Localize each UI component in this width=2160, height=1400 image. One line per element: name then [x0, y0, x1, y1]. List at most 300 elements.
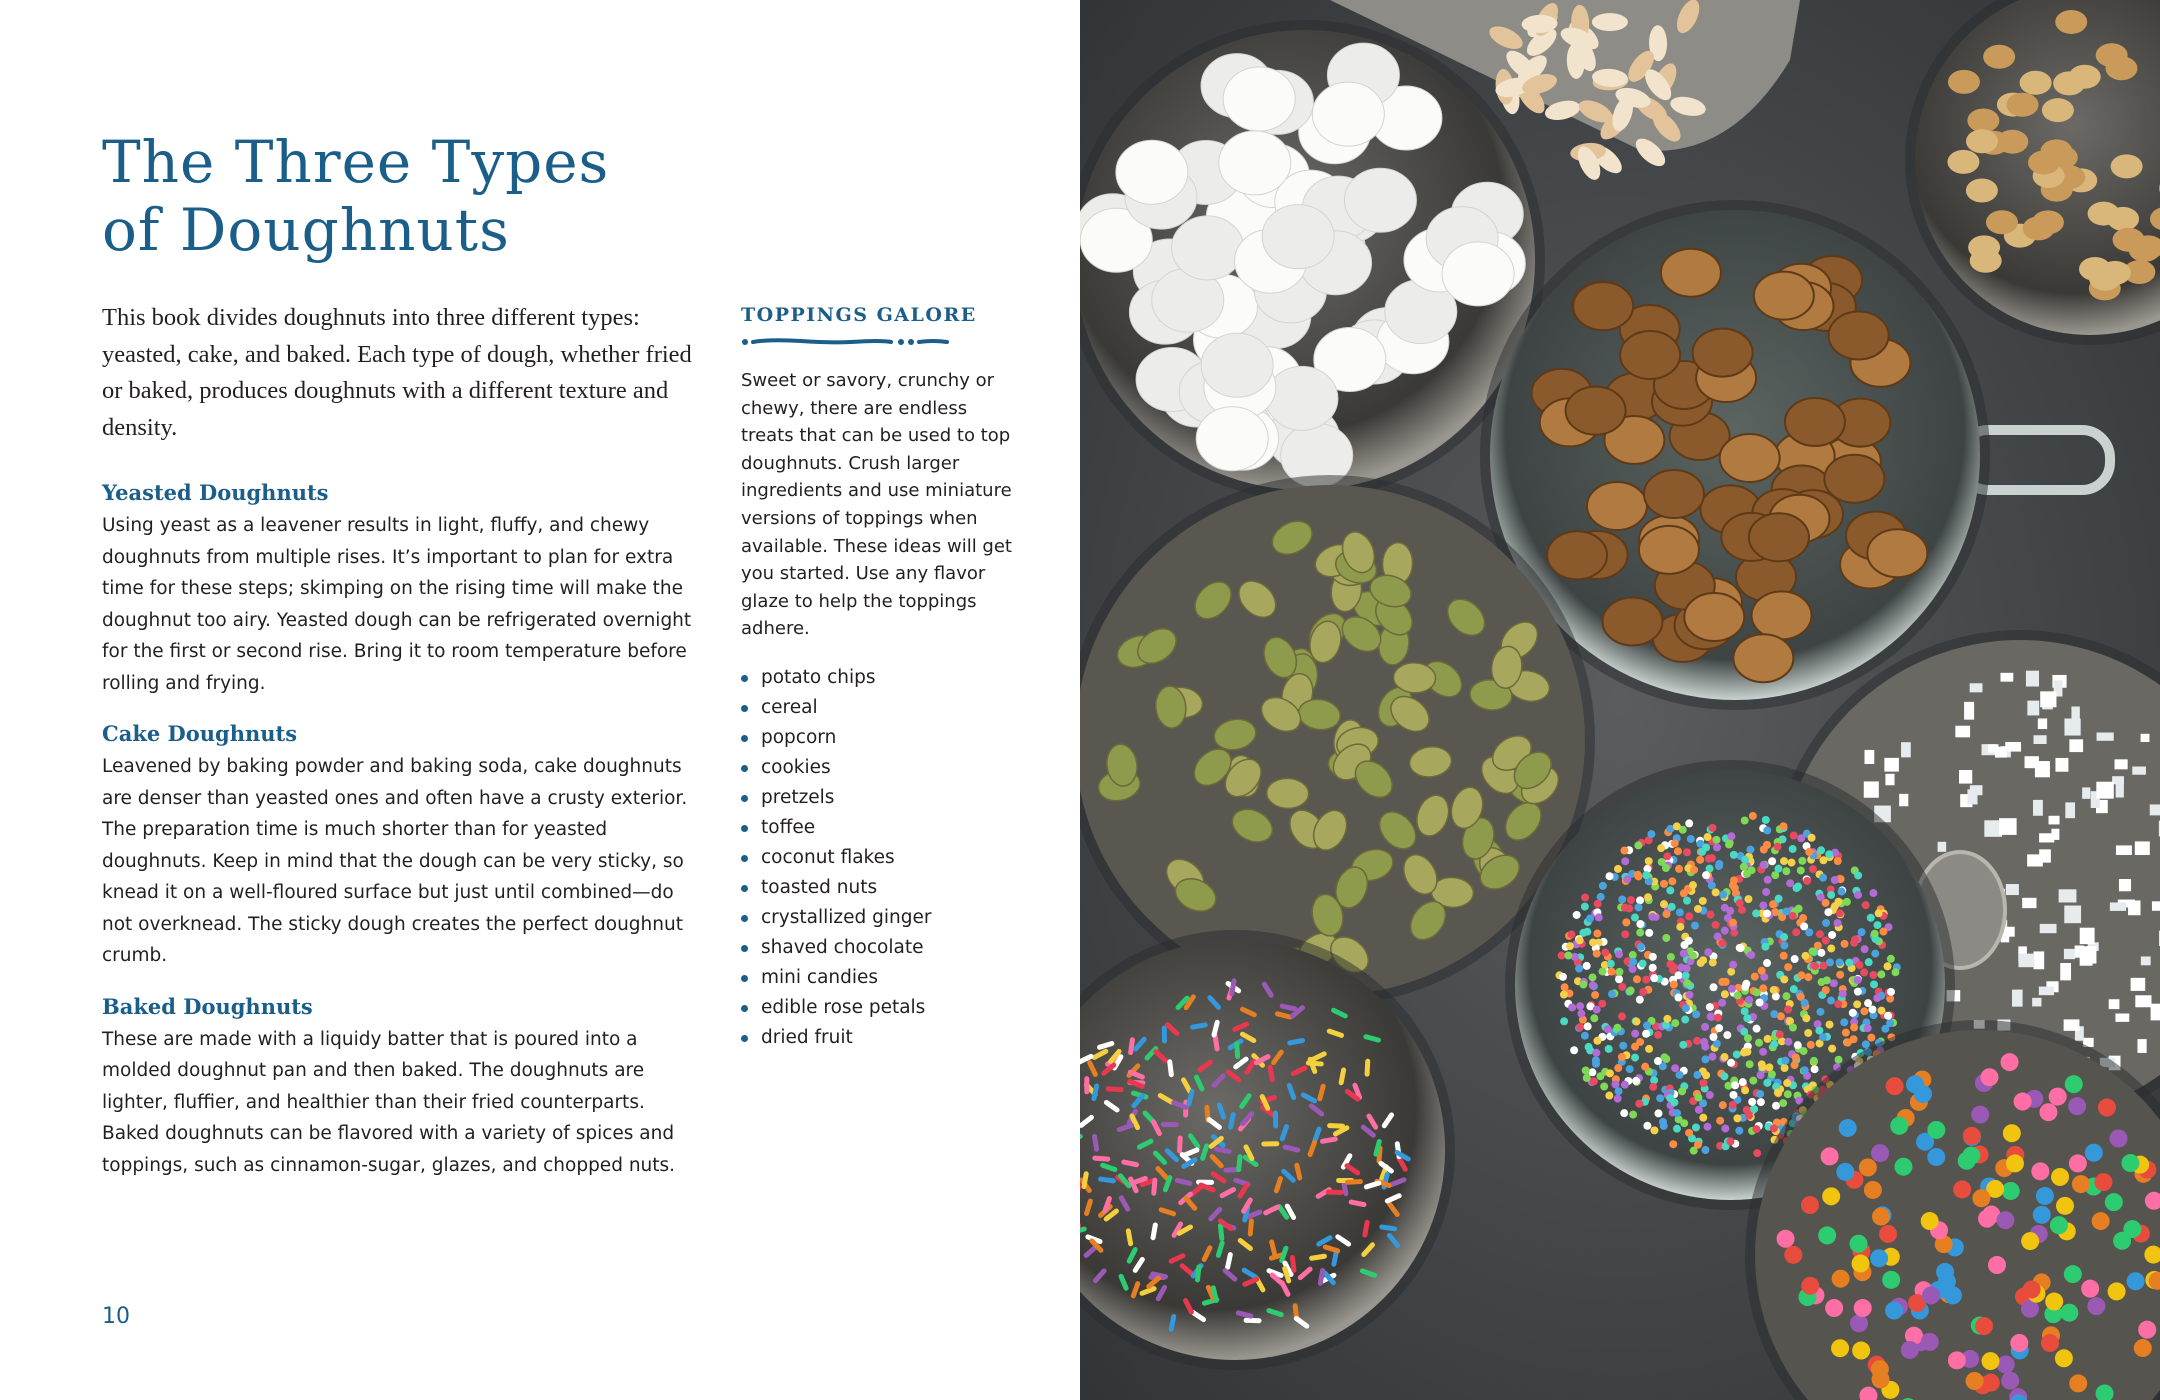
nonpareil — [1577, 1010, 1585, 1018]
nonpareil — [1699, 1114, 1707, 1122]
nonpareil — [1881, 1025, 1889, 1033]
jimmie — [1162, 1025, 1167, 1043]
nonpareil — [1576, 1023, 1584, 1031]
nonpareil — [1673, 822, 1681, 830]
nonpareil — [1816, 1008, 1824, 1016]
confetti-sprinkle — [1988, 1256, 2006, 1274]
nonpareil — [1801, 999, 1809, 1007]
confetti-sprinkle — [1854, 1299, 1872, 1317]
salt-flake — [2040, 924, 2057, 933]
nonpareil — [1673, 1125, 1681, 1133]
jimmie — [1327, 1123, 1345, 1129]
list-item: dried fruit — [741, 1023, 1021, 1053]
confetti-sprinkle — [1885, 1302, 1903, 1320]
nonpareil — [1559, 973, 1567, 981]
confetti-sprinkle — [1996, 1211, 2014, 1229]
marshmallow — [1344, 168, 1416, 232]
walnut — [1547, 531, 1607, 579]
peanut — [1966, 129, 1998, 153]
list-item: edible rose petals — [741, 993, 1021, 1023]
confetti-sprinkle — [2110, 1129, 2128, 1147]
nonpareil — [1720, 1072, 1728, 1080]
nonpareil — [1809, 865, 1817, 873]
nonpareil — [1721, 927, 1729, 935]
list-item: potato chips — [741, 663, 1021, 693]
salt-flake — [2080, 928, 2095, 944]
nonpareil — [1794, 883, 1802, 891]
nonpareil — [1668, 903, 1676, 911]
salt-flake — [2151, 1004, 2160, 1021]
confetti-sprinkle — [1922, 1286, 1940, 1304]
sidebar-body: Sweet or savory, crunchy or chewy, there are endless treats that can be used to top doughnuts. Crush larger ingredients and use miniature versions of toppings when available. These ideas will get you started. Use any flavor glaze to help the toppings adhere. — [741, 370, 1012, 640]
confetti-sprinkle — [1871, 1144, 1889, 1162]
nonpareil — [1620, 847, 1628, 855]
nonpareil — [1788, 859, 1796, 867]
salt-flake — [2033, 735, 2046, 744]
marshmallow — [1196, 407, 1268, 471]
salt-flake — [2064, 1019, 2080, 1030]
nonpareil — [1870, 980, 1878, 988]
nonpareil — [1695, 1106, 1703, 1114]
confetti-sprinkle — [2134, 1339, 2152, 1357]
nonpareil — [1715, 860, 1723, 868]
nonpareil — [1831, 876, 1839, 884]
nonpareil — [1749, 812, 1757, 820]
nonpareil — [1780, 975, 1788, 983]
nonpareil — [1634, 872, 1642, 880]
nonpareil — [1828, 931, 1836, 939]
nonpareil — [1729, 881, 1737, 889]
peanut — [2053, 71, 2085, 95]
nonpareil — [1674, 994, 1682, 1002]
nonpareil — [1632, 1018, 1640, 1026]
nonpareil — [1860, 1007, 1868, 1015]
nonpareil — [1666, 1094, 1674, 1102]
salt-flake — [2152, 901, 2160, 910]
walnut — [1693, 329, 1753, 377]
confetti-sprinkle — [2085, 1144, 2103, 1162]
nonpareil — [1639, 960, 1647, 968]
salt-flake — [2064, 906, 2081, 924]
sidebar-heading: TOPPINGS GALORE — [741, 304, 977, 326]
confetti-sprinkle — [2065, 1075, 2083, 1093]
marshmallow — [1266, 366, 1338, 430]
nonpareil — [1763, 959, 1771, 967]
nonpareil — [1741, 856, 1749, 864]
marshmallow — [1223, 67, 1295, 131]
salt-flake — [1901, 742, 1911, 757]
salt-flake — [2032, 998, 2041, 1007]
confetti-sprinkle — [1962, 1147, 1980, 1165]
nonpareil — [1581, 893, 1589, 901]
nonpareil — [1736, 899, 1744, 907]
jimmie — [1106, 1086, 1124, 1092]
nonpareil — [1763, 826, 1771, 834]
nonpareil — [1759, 1048, 1767, 1056]
nonpareil — [1781, 1064, 1789, 1072]
nonpareil — [1615, 968, 1623, 976]
nonpareil — [1668, 877, 1676, 885]
nonpareil — [1779, 822, 1787, 830]
nonpareil — [1741, 1086, 1749, 1094]
nonpareil — [1636, 929, 1644, 937]
confetti-sprinkle — [2021, 1232, 2039, 1250]
confetti-sprinkle — [2092, 1212, 2110, 1230]
salt-flake — [2131, 978, 2146, 991]
peanut — [1948, 70, 1980, 94]
nonpareil — [1768, 857, 1776, 865]
salt-flake — [2035, 761, 2050, 777]
nonpareil — [1869, 889, 1877, 897]
nonpareil — [1632, 1077, 1640, 1085]
confetti-sprinkle — [1894, 1158, 1912, 1176]
nonpareil — [1854, 976, 1862, 984]
doughnut-types — [102, 476, 702, 1199]
confetti-sprinkle — [1971, 1106, 1989, 1124]
confetti-sprinkle — [1872, 1208, 1890, 1226]
nonpareil — [1575, 965, 1583, 973]
bullet-icon — [741, 1005, 748, 1012]
salt-flake — [2080, 956, 2093, 965]
confetti-sprinkle — [1821, 1147, 1839, 1165]
nonpareil — [1713, 836, 1721, 844]
nonpareil — [1822, 936, 1830, 944]
bullet-icon — [741, 975, 748, 982]
confetti-sprinkle — [1872, 1370, 1890, 1388]
nonpareil — [1833, 919, 1841, 927]
nonpareil — [1797, 866, 1805, 874]
nonpareil — [1582, 1066, 1590, 1074]
salt-flake — [2115, 1013, 2129, 1021]
salt-flake — [2075, 945, 2084, 957]
nonpareil — [1822, 919, 1830, 927]
nonpareil — [1784, 1090, 1792, 1098]
nonpareil — [1676, 1071, 1684, 1079]
confetti-sprinkle — [1963, 1127, 1981, 1145]
bullet-icon — [741, 885, 748, 892]
salt-flake — [2027, 701, 2039, 716]
nonpareil — [1867, 914, 1875, 922]
salt-flake — [2115, 759, 2128, 769]
nonpareil — [1675, 865, 1683, 873]
confetti-sprinkle — [2060, 1304, 2078, 1322]
nonpareil — [1804, 973, 1812, 981]
salt-flake — [2097, 732, 2114, 740]
nonpareil — [1636, 996, 1644, 1004]
nonpareil — [1594, 900, 1602, 908]
nonpareil — [1706, 1003, 1714, 1011]
nonpareil — [1825, 850, 1833, 858]
nonpareil — [1709, 1033, 1717, 1041]
nonpareil — [1723, 1031, 1731, 1039]
bullet-icon — [741, 945, 748, 952]
nonpareil — [1731, 1081, 1739, 1089]
nonpareil — [1858, 928, 1866, 936]
salt-flake — [2060, 963, 2071, 980]
salt-flake — [2006, 884, 2019, 895]
nonpareil — [1629, 965, 1637, 973]
nonpareil — [1854, 871, 1862, 879]
nonpareil — [1755, 1039, 1763, 1047]
nonpareil — [1799, 914, 1807, 922]
confetti-sprinkle — [2072, 1175, 2090, 1193]
section-heading: Cake Doughnuts — [102, 721, 298, 746]
confetti-sprinkle — [1890, 1117, 1908, 1135]
nonpareil — [1606, 1069, 1614, 1077]
nonpareil — [1618, 1053, 1626, 1061]
nonpareil — [1599, 882, 1607, 890]
nonpareil — [1842, 1029, 1850, 1037]
nonpareil — [1844, 1039, 1852, 1047]
nonpareil — [1762, 816, 1770, 824]
nonpareil — [1691, 922, 1699, 930]
nonpareil — [1568, 1003, 1576, 1011]
confetti-sprinkle — [1982, 1374, 2000, 1392]
nonpareil — [1760, 861, 1768, 869]
salt-flake — [2026, 671, 2039, 687]
nonpareil — [1701, 1146, 1709, 1154]
nonpareil — [1647, 830, 1655, 838]
confetti-sprinkle — [2055, 1349, 2073, 1367]
nonpareil — [1729, 961, 1737, 969]
nonpareil — [1605, 1045, 1613, 1053]
nonpareil — [1712, 888, 1720, 896]
nonpareil — [1782, 992, 1790, 1000]
walnut — [1566, 387, 1626, 435]
nonpareil — [1770, 986, 1778, 994]
nonpareil — [1643, 1122, 1651, 1130]
page-title — [102, 128, 609, 264]
nonpareil — [1751, 973, 1759, 981]
marshmallow — [1442, 242, 1514, 306]
confetti-sprinkle — [1831, 1339, 1849, 1357]
nonpareil — [1721, 1124, 1729, 1132]
peanut — [2105, 56, 2137, 80]
nonpareil — [1643, 1021, 1651, 1029]
nonpareil — [1865, 958, 1873, 966]
salt-flake — [1995, 747, 2007, 758]
nonpareil — [1621, 1081, 1629, 1089]
walnut — [1829, 311, 1889, 359]
confetti-sprinkle — [2121, 1154, 2139, 1172]
section-yeasted — [102, 476, 702, 699]
confetti-sprinkle — [2002, 1182, 2020, 1200]
nonpareil — [1576, 936, 1584, 944]
nonpareil — [1780, 941, 1788, 949]
nonpareil — [1765, 1063, 1773, 1071]
salt-flake — [1938, 842, 1947, 852]
nonpareil — [1783, 1079, 1791, 1087]
confetti-sprinkle — [2036, 1187, 2054, 1205]
nonpareil — [1701, 1055, 1709, 1063]
confetti-sprinkle — [2068, 1097, 2086, 1115]
salt-flake — [2119, 879, 2131, 891]
nonpareil — [1862, 901, 1870, 909]
marshmallow — [1201, 333, 1273, 397]
confetti-sprinkle — [2081, 1280, 2099, 1298]
section-baked — [102, 990, 702, 1182]
nonpareil — [1836, 958, 1844, 966]
salt-flake — [2064, 949, 2075, 959]
nonpareil — [1693, 1071, 1701, 1079]
nonpareil — [1611, 1080, 1619, 1088]
nonpareil — [1801, 1066, 1809, 1074]
nonpareil — [1676, 923, 1684, 931]
toppings-photo — [1080, 0, 2160, 1400]
peanut — [2055, 10, 2087, 34]
nonpareil — [1811, 1065, 1819, 1073]
nonpareil — [1692, 1123, 1700, 1131]
confetti-sprinkle — [2001, 1053, 2019, 1071]
nonpareil — [1615, 975, 1623, 983]
list-item: toffee — [741, 813, 1021, 843]
page-number: 10 — [102, 1304, 130, 1329]
confetti-sprinkle — [2108, 1282, 2126, 1300]
title-line-2: of Doughnuts — [102, 196, 510, 264]
confetti-sprinkle — [1801, 1277, 1819, 1295]
bullet-icon — [741, 855, 748, 862]
confetti-sprinkle — [2049, 1088, 2067, 1106]
nonpareil — [1749, 1077, 1757, 1085]
salt-flake — [2039, 849, 2051, 862]
nonpareil — [1746, 846, 1754, 854]
section-body: Leavened by baking powder and baking soda, cake doughnuts are denser than yeasted ones and often have a crusty exterior. The preparation time is much shorter than for yeasted doughnuts. Keep in mind that the dough can be very sticky, so knead it on a well-floured surface but just until combined—do not overknead. The sticky dough creates the perfect doughnut crumb. — [102, 756, 688, 966]
peanut — [1947, 150, 1979, 174]
salt-flake — [2141, 956, 2151, 965]
nonpareil — [1683, 964, 1691, 972]
salt-flake — [1964, 702, 1974, 720]
nonpareil — [1743, 870, 1751, 878]
confetti-sprinkle — [1975, 1317, 1993, 1335]
nonpareil — [1699, 897, 1707, 905]
nonpareil — [1850, 939, 1858, 947]
nonpareil — [1729, 1101, 1737, 1109]
peanut — [2099, 261, 2131, 285]
nonpareil — [1811, 962, 1819, 970]
confetti-sprinkle — [1850, 1235, 1868, 1253]
nonpareil — [1657, 844, 1665, 852]
nonpareil — [1690, 866, 1698, 874]
nonpareil — [1685, 819, 1693, 827]
nonpareil — [1593, 1006, 1601, 1014]
salt-flake — [1967, 789, 1977, 804]
nonpareil — [1644, 893, 1652, 901]
nonpareil — [1741, 1007, 1749, 1015]
walnut — [1733, 634, 1793, 682]
salt-flake — [1899, 794, 1908, 806]
nonpareil — [1884, 962, 1892, 970]
nonpareil — [1673, 1109, 1681, 1117]
salt-flake — [2049, 816, 2060, 825]
confetti-sprinkle — [1801, 1196, 1819, 1214]
nonpareil — [1828, 1045, 1836, 1053]
confetti-sprinkle — [2056, 1197, 2074, 1215]
nonpareil — [1590, 1077, 1598, 1085]
confetti-sprinkle — [2098, 1099, 2116, 1117]
nonpareil — [1588, 973, 1596, 981]
nonpareil — [1654, 1109, 1662, 1117]
nonpareil — [1599, 967, 1607, 975]
marshmallow — [1116, 140, 1188, 204]
nonpareil — [1808, 834, 1816, 842]
nonpareil — [1593, 950, 1601, 958]
nonpareil — [1791, 955, 1799, 963]
nonpareil — [1623, 875, 1631, 883]
nonpareil — [1784, 1038, 1792, 1046]
salt-flake — [1970, 683, 1983, 692]
nonpareil — [1696, 856, 1704, 864]
bullet-icon — [741, 1035, 748, 1042]
nonpareil — [1827, 944, 1835, 952]
nonpareil — [1827, 891, 1835, 899]
nonpareil — [1794, 1041, 1802, 1049]
salt-flake — [2109, 999, 2120, 1009]
nonpareil — [1772, 1102, 1780, 1110]
nonpareil — [1802, 1014, 1810, 1022]
nonpareil — [1700, 1038, 1708, 1046]
nonpareil — [1604, 1025, 1612, 1033]
nonpareil — [1576, 1002, 1584, 1010]
bullet-icon — [741, 915, 748, 922]
walnut — [1752, 591, 1812, 639]
nonpareil — [1685, 912, 1693, 920]
walnut — [1573, 282, 1633, 330]
bullet-icon — [741, 705, 748, 712]
nonpareil — [1635, 903, 1643, 911]
nonpareil — [1807, 1041, 1815, 1049]
nonpareil — [1878, 1007, 1886, 1015]
nonpareil — [1800, 1047, 1808, 1055]
list-item: crystallized ginger — [741, 903, 1021, 933]
nonpareil — [1683, 897, 1691, 905]
nonpareil — [1718, 978, 1726, 986]
nonpareil — [1729, 1091, 1737, 1099]
nonpareil — [1729, 919, 1737, 927]
confetti-sprinkle — [1852, 1342, 1870, 1360]
confetti-sprinkle — [1784, 1246, 1802, 1264]
nonpareil — [1567, 930, 1575, 938]
nonpareil — [1763, 1079, 1771, 1087]
nonpareil — [1615, 1087, 1623, 1095]
nonpareil — [1728, 985, 1736, 993]
confetti-sprinkle — [2123, 1220, 2141, 1238]
nonpareil — [1784, 1005, 1792, 1013]
nonpareil — [1753, 1149, 1761, 1157]
nonpareil — [1797, 834, 1805, 842]
nonpareil — [1626, 1065, 1634, 1073]
confetti-sprinkle — [1836, 1163, 1854, 1181]
nonpareil — [1839, 990, 1847, 998]
nonpareil — [1663, 852, 1671, 860]
nonpareil — [1649, 953, 1657, 961]
nonpareil — [1598, 1000, 1606, 1008]
nonpareil — [1721, 990, 1729, 998]
nonpareil — [1727, 968, 1735, 976]
salt-flake — [2112, 776, 2124, 784]
nonpareil — [1710, 983, 1718, 991]
walnut — [1684, 593, 1744, 641]
nonpareil — [1660, 880, 1668, 888]
nonpareil — [1727, 1059, 1735, 1067]
nonpareil — [1682, 1004, 1690, 1012]
nonpareil — [1637, 943, 1645, 951]
nonpareil — [1621, 857, 1629, 865]
nonpareil — [1683, 979, 1691, 987]
nonpareil — [1756, 1090, 1764, 1098]
nonpareil — [1826, 1021, 1834, 1029]
nonpareil — [1804, 1029, 1812, 1037]
nonpareil — [1654, 1031, 1662, 1039]
